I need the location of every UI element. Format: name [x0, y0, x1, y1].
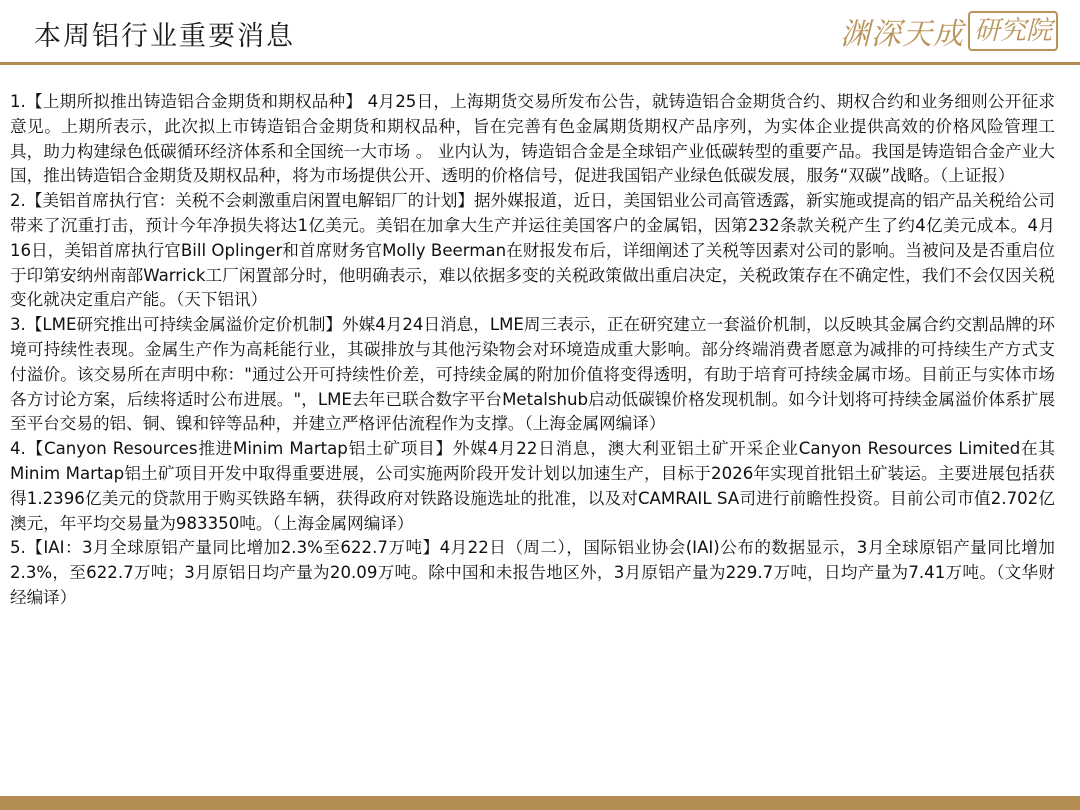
page-title: 本周铝行业重要消息 [34, 21, 295, 52]
news-item-2: 2.【美铝首席执行官：关税不会刺激重启闲置电解铝厂的计划】据外媒报道，近日，美国铝业公司高管透露，新实施或提高的铝产品关税给公司带来了沉重打击，预计今年净损失将达1亿美元。美铝在加拿大生产并运往美国客户的金属铝，因第232条款关税产生了约4亿美元成本。4月16日，美铝首席执行官Bill Oplinger和首席财务官Molly Beerman在财报发布后，详细阐述了关税等因素对公司的影响。当被问及是否重启位于印第安纳州南部Warrick工厂闲置部分时，他明确表示，难以依据多变的关税政策做出重启决定，关税政策存在不确定性，我们不会仅因关税变化就决定重启产能。（天下铝讯） [10, 191, 1055, 310]
header [0, 0, 1080, 62]
brand-logo [840, 10, 1058, 52]
news-item-3: 3.【LME研究推出可持续金属溢价定价机制】外媒4月24日消息，LME周三表示，正在研究建立一套溢价机制，以反映其金属合约交割品牌的环境可持续性表现。金属生产作为高耗能行业，其碳排放与其他污染物会对环境造成重大影响。部分终端消费者愿意为减排的可持续生产方式支付溢价。该交易所在声明中称："通过公开可持续性价差，可持续金属的附加价值将变得透明，有助于培育可持续金属市场。目前正与实体市场各方讨论方案，后续将适时公布进展。"，LME去年已联合数字平台Metalshub启动低碳镍价格发现机制。如今计划将可持续金属溢价体系扩展至平台交易的铝、铜、镍和锌等品种，并建立严格评估流程作为支撑。（上海金属网编译） [10, 315, 1055, 434]
footer-bar [0, 796, 1080, 810]
header-divider [0, 62, 1080, 65]
brand-seal: 研究院 [968, 11, 1058, 51]
news-item-1: 1.【上期所拟推出铸造铝合金期货和期权品种】 4月25日，上海期货交易所发布公告，就铸造铝合金期货合约、期权合约和业务细则公开征求意见。上期所表示，此次拟上市铸造铝合金期货和期权品种，旨在完善有色金属期货期权产品序列，为实体企业提供高效的价格风险管理工具，助力构建绿色低碳循环经济体系和全国统一大市场 。 业内认为，铸造铝合金是全球铝产业低碳转型的重要产品。我国是铸造铝合金产业大国，推出铸造铝合金期货及期权品种，将为市场提供公开、透明的价格信号，促进我国铝产业绿色低碳发展，服务“双碳”战略。（上证报） [10, 92, 1055, 186]
news-item-4: 4.【Canyon Resources推进Minim Martap铝土矿项目】外媒4月22日消息，澳大利亚铝土矿开采企业Canyon Resources Limited在其Minim Martap铝土矿项目开发中取得重要进展，公司实施两阶段开发计划以加速生产，目标于2026年实现首批铝土矿装运。主要进展包括获得1.2396亿美元的贷款用于购买铁路车辆，获得政府对铁路设施选址的批准，以及对CAMRAIL SA司进行前瞻性投资。目前公司市值2.702亿澳元，年平均交易量为983350吨。（上海金属网编译） [10, 439, 1055, 533]
news-list [10, 90, 1055, 611]
news-item-5: 5.【IAI：3月全球原铝产量同比增加2.3%至622.7万吨】4月22日（周二），国际铝业协会(IAI)公布的数据显示，3月全球原铝产量同比增加2.3%，至622.7万吨；3月原铝日均产量为20.09万吨。除中国和未报告地区外，3月原铝产量为229.7万吨，日均产量为7.41万吨。（文华财经编译） [10, 538, 1055, 607]
brand-name: 渊深天成 [839, 17, 964, 52]
